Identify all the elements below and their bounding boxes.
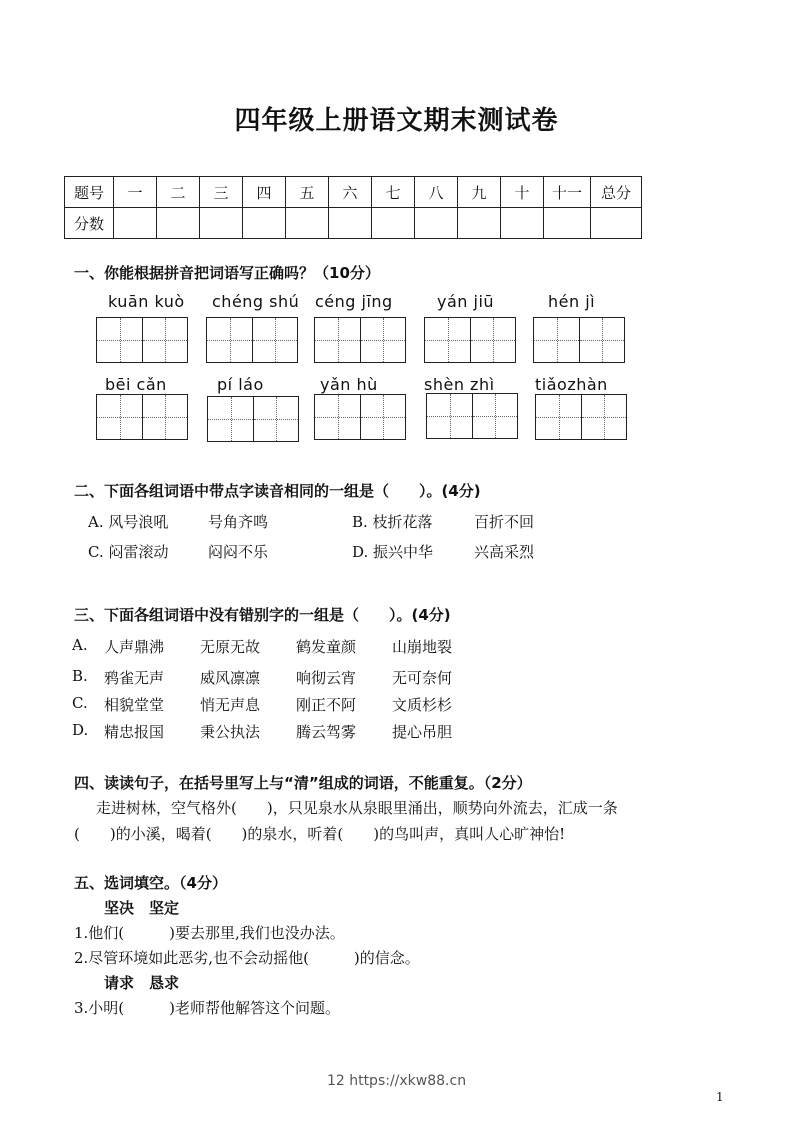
choice-word: 精忠报国 <box>104 723 165 741</box>
choice-label: C. <box>72 694 88 712</box>
section-1-heading: 一、你能根据拼音把词语写正确吗？（10分） <box>74 264 380 282</box>
choice-word: 悄无声息 <box>200 696 261 714</box>
writing-grid[interactable] <box>426 393 518 439</box>
score-cell[interactable] <box>157 208 200 239</box>
score-cell[interactable] <box>200 208 243 239</box>
option-d: D. 振兴中华 <box>352 543 434 561</box>
choice-word: 无可奈何 <box>392 669 453 687</box>
score-table-row-label: 分数 <box>65 208 114 239</box>
score-cell[interactable] <box>243 208 286 239</box>
score-cell[interactable] <box>544 208 591 239</box>
score-cell[interactable] <box>372 208 415 239</box>
passage-line-2: ( )的小溪，喝着( )的泉水，听着( )的鸟叫声，真叫人心旷神怡! <box>74 825 566 843</box>
choice-label: D. <box>72 721 89 739</box>
option-c-word2: 闷闷不乐 <box>208 543 269 561</box>
choice-word: 人声鼎沸 <box>104 638 165 656</box>
score-table-col: 八 <box>415 177 458 208</box>
choice-word: 无原无故 <box>200 638 261 656</box>
pinyin-label: chéng shú <box>212 292 300 311</box>
choice-word: 刚正不阿 <box>296 696 357 714</box>
choice-word: 秉公执法 <box>200 723 261 741</box>
option-a: A. 风号浪吼 <box>88 513 169 531</box>
passage-line-1: 走进树林，空气格外( )，只见泉水从泉眼里涌出，顺势向外流去，汇成一条 <box>96 799 618 817</box>
choice-label: A. <box>72 636 88 654</box>
fill-question-1: 1.他们( )要去那里,我们也没办法。 <box>74 924 345 942</box>
score-cell[interactable] <box>329 208 372 239</box>
section-5-heading: 五、选词填空。（4分） <box>74 874 227 892</box>
pinyin-label: yán jiū <box>437 292 495 311</box>
word-pair-2: 请求 恳求 <box>104 974 180 992</box>
option-b: B. 枝折花落 <box>352 513 433 531</box>
score-table-col: 九 <box>458 177 501 208</box>
score-cell[interactable] <box>286 208 329 239</box>
score-table-col: 十一 <box>544 177 591 208</box>
fill-question-3: 3.小明( )老师帮他解答这个问题。 <box>74 999 341 1017</box>
option-a-word2: 号角齐鸣 <box>208 513 269 531</box>
writing-grid[interactable] <box>206 317 298 363</box>
score-cell[interactable] <box>114 208 157 239</box>
page-number: 1 <box>716 1090 724 1104</box>
choice-word: 文质杉杉 <box>392 696 453 714</box>
section-2-heading: 二、下面各组词语中带点字读音相同的一组是（ ）。(4分) <box>74 482 481 500</box>
choice-word: 山崩地裂 <box>392 638 453 656</box>
score-cell[interactable] <box>501 208 544 239</box>
section-4-heading: 四、读读句子，在括号里写上与“清”组成的词语，不能重复。（2分） <box>74 774 532 792</box>
score-table-col: 四 <box>243 177 286 208</box>
choice-word: 鹤发童颜 <box>296 638 357 656</box>
word-pair-1: 坚决 坚定 <box>104 899 180 917</box>
writing-grid[interactable] <box>96 317 188 363</box>
score-table-col: 七 <box>372 177 415 208</box>
writing-grid[interactable] <box>314 394 406 440</box>
score-cell[interactable] <box>415 208 458 239</box>
score-table-header-row <box>65 177 642 208</box>
choice-word: 腾云驾雾 <box>296 723 357 741</box>
score-table-col: 六 <box>329 177 372 208</box>
pinyin-label: pí láo <box>217 375 264 394</box>
pinyin-label: kuān kuò <box>108 292 185 311</box>
page-title: 四年级上册语文期末测试卷 <box>234 106 559 136</box>
score-table-col: 三 <box>200 177 243 208</box>
fill-question-2: 2.尽管环境如此恶劣,也不会动摇他( )的信念。 <box>74 949 420 967</box>
score-table <box>64 176 642 239</box>
section-3-heading: 三、下面各组词语中没有错别字的一组是（ ）。(4分) <box>74 606 451 624</box>
score-cell[interactable] <box>591 208 642 239</box>
pinyin-label: bēi cǎn <box>105 375 167 394</box>
choice-word: 响彻云宵 <box>296 669 357 687</box>
choice-label: B. <box>72 667 88 685</box>
score-table-col: 五 <box>286 177 329 208</box>
score-table-score-row <box>65 208 642 239</box>
option-b-word2: 百折不回 <box>474 513 535 531</box>
pinyin-label: tiǎozhàn <box>535 375 608 394</box>
writing-grid[interactable] <box>424 317 516 363</box>
pinyin-label: hén jì <box>548 292 596 311</box>
score-table-col: 总分 <box>591 177 642 208</box>
choice-word: 鸦雀无声 <box>104 669 165 687</box>
score-table-col: 一 <box>114 177 157 208</box>
option-c: C. 闷雷滚动 <box>88 543 169 561</box>
pinyin-label: yǎn hù <box>320 375 378 394</box>
writing-grid[interactable] <box>96 394 188 440</box>
score-table-col: 二 <box>157 177 200 208</box>
writing-grid[interactable] <box>535 394 627 440</box>
score-cell[interactable] <box>458 208 501 239</box>
choice-word: 相貌堂堂 <box>104 696 165 714</box>
pinyin-label: céng jīng <box>315 292 393 311</box>
footer-watermark: 12 https://xkw88.cn <box>326 1073 467 1089</box>
score-table-row-label: 题号 <box>65 177 114 208</box>
choice-word: 提心吊胆 <box>392 723 453 741</box>
writing-grid[interactable] <box>207 396 299 442</box>
writing-grid[interactable] <box>533 317 625 363</box>
writing-grid[interactable] <box>314 317 406 363</box>
option-d-word2: 兴高采烈 <box>474 543 535 561</box>
score-table-col: 十 <box>501 177 544 208</box>
pinyin-label: shèn zhì <box>424 375 495 394</box>
choice-word: 威风凛凛 <box>200 669 261 687</box>
